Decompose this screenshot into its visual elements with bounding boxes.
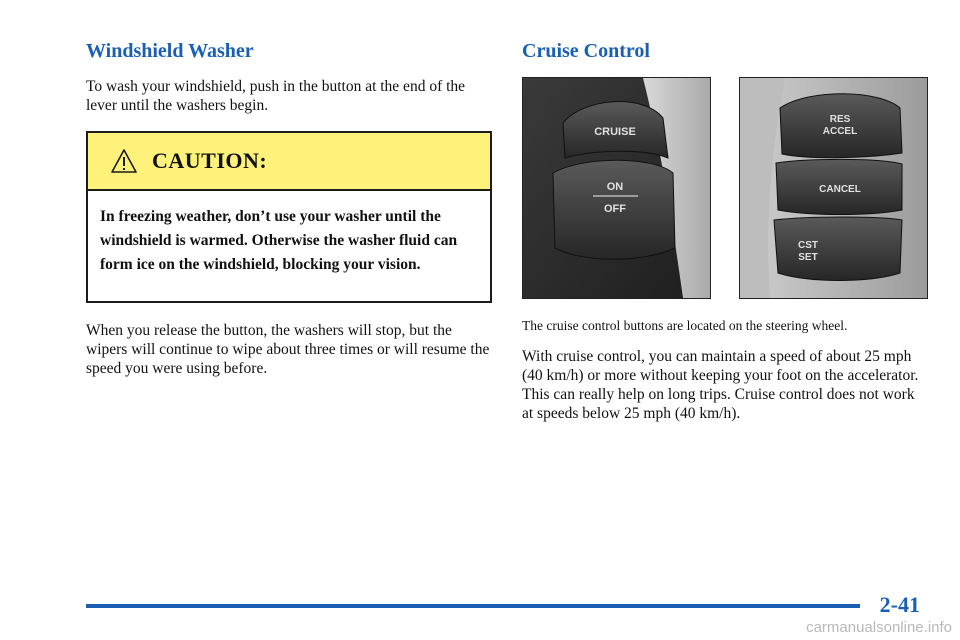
label-set: SET xyxy=(798,252,818,263)
label-cancel: CANCEL xyxy=(819,184,861,195)
section-heading-windshield-washer: Windshield Washer xyxy=(86,40,254,62)
caution-header xyxy=(88,133,490,191)
caution-title: CAUTION: xyxy=(152,148,268,173)
label-on: ON xyxy=(606,181,624,193)
label-accel: ACCEL xyxy=(822,126,858,137)
photo-caption: The cruise control buttons are located on the steering wheel. xyxy=(522,318,848,333)
right-column xyxy=(522,40,932,63)
washer-release-text: When you release the button, the washers will stop, but the wipers will continue to wipe about three times or will resume the speed you were using before. xyxy=(86,322,490,377)
page-number: 2-41 xyxy=(879,592,920,617)
warning-triangle-icon xyxy=(110,148,138,174)
cruise-on-off-photo xyxy=(522,77,711,299)
label-res: RES xyxy=(829,114,851,125)
section-heading-cruise-control: Cruise Control xyxy=(522,40,650,62)
left-column xyxy=(86,40,492,115)
caution-text: In freezing weather, don’t use your washer until the windshield is warmed. Otherwise the washer fluid can form ice on the windshield, blocking your vision. xyxy=(100,208,458,273)
watermark: carmanualsonline.info xyxy=(806,619,952,636)
footer-rule xyxy=(86,604,860,608)
label-cst: CST xyxy=(798,240,818,251)
cruise-res-cancel-set-photo xyxy=(739,77,928,299)
label-off: OFF xyxy=(604,203,626,215)
label-cruise: CRUISE xyxy=(594,126,636,138)
caution-box xyxy=(86,131,492,303)
cruise-control-body-text: With cruise control, you can maintain a speed of about 25 mph (40 km/h) or more without keeping your foot on the accelerator. This can really help on long trips. Cruise control does not work at speeds below 25 mph (40 km/h). xyxy=(522,348,919,422)
washer-intro-text: To wash your windshield, push in the button at the end of the lever until the washers begin. xyxy=(86,78,466,114)
